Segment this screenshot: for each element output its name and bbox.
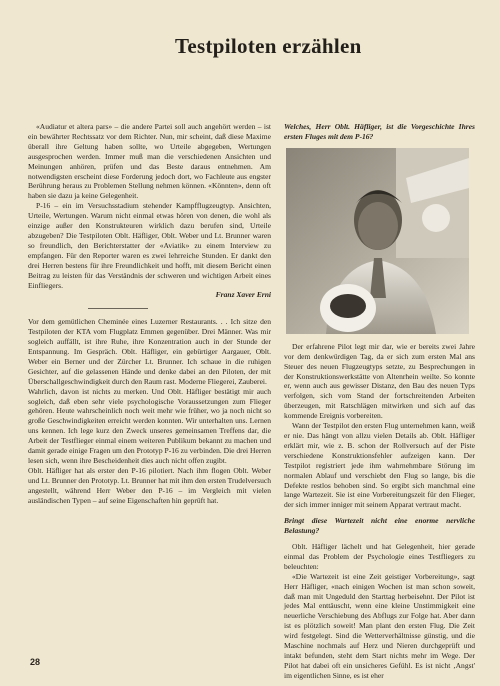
answer-1b: Wann der Testpilot den ersten Flug unternehmen kann, weiß er nie. Das hängt von allzu vielen Details ab. Oblt. Häfliger erklärt mir, wie z. B. schon der Rollversuch auf der Piste verschiedene Konstruktionsfehler aufzeigen kann. Der Testpilot registriert jede ihm wahrnehmbare Störung im normalen Ablauf und verschiebt den Flug so lange, bis die Defekte restlos behoben sind. So ergibt sich manchmal eine lange Wartezeit. Sie ist eine Vorbereitungszeit für den Flieger, der sich immer inniger mit seinem Apparat vertraut macht. bbox=[284, 421, 475, 510]
section-divider bbox=[88, 308, 148, 309]
page-number: 28 bbox=[30, 657, 41, 667]
left-column bbox=[28, 122, 271, 506]
body-paragraph-3: Oblt. Häfliger hat als erster den P-16 pilotiert. Nach ihm flogen Oblt. Weber und Lt. Brunner den Prototyp. Lt. Brunner hat mit ihm den ersten Trudelversuch angestellt, während Herr Weber den P-16 – im Vergleich mit vielen ausländischen Typen – auf seine Eigenschaften hin geprüft hat. bbox=[28, 465, 271, 505]
question-1: Welches, Herr Oblt. Häfliger, ist die Vorgeschichte Ihres ersten Fluges mit dem P-16? bbox=[284, 122, 475, 141]
pilot-photo-image bbox=[286, 148, 469, 334]
body-paragraph-2: Wahrlich, davon ist nichts zu merken. Und Oblt. Häfliger bestätigt mir auch sogleich, daß eben sehr viele psychologische Voraussetzungen zum Flieger gehören. Heute wahrscheinlich noch weit mehr wie früher, wo ja noch nicht so große Geschwindigkeiten erreicht werden konnten. Wir unterhalten uns. Lernen uns kennen. Ich lege kurz den Zweck unseres gemeinsamen Treffens dar, die Arbeit der Testflieger einmal einem weiteren Publikum bekannt zu machen und damit gerade einige Fragen um den Prototyp P-16 zu verbinden. Die drei Herren lesen sich, wenn ihre Bescheidenheit dies auch nicht offen zugibt. bbox=[28, 386, 271, 465]
pilot-photo bbox=[286, 148, 469, 334]
intro-paragraph: «Audiatur et altera pars» – die andere Partei soll auch angehört werden – ist ein bewährter Rechtssatz vor dem Richter. Nun, mir scheint, daß diese Maxime überall ihre Geltung haben sollte, wo Urteile abgegeben, Wertungen ausgesprochen werden. Immer muß man die verschiedenen Ansichten und Meinungen anhören, prüfen und das Beste daraus entnehmen. Am notwendigsten erscheint diese Forderung jedoch dort, wo Fachleute aus engster Berührung heraus zu Problemen Stellung nehmen können. «Könnten», denn oft haben sie dazu ja keine Gelegenheit. bbox=[28, 122, 271, 201]
author-signature: Franz Xaver Erni bbox=[215, 290, 271, 300]
body-paragraph-1: Vor dem gemütlichen Cheminée eines Luzerner Restaurants. . . Ich sitze den Testpiloten der KTA vom Flugplatz Emmen gegenüber. Drei Männer. Was mir sogleich auffällt, ist ihre Ruhe, ihre Konzentration auch in der Stunde der Entspannung. Im Gespräch. Oblt. Häfliger, ein gebürtiger Aargauer, Oblt. Weber ein Berner und der Zürcher Lt. Brunner. Ich schaue in die ruhigen Gesichter, auf die gelassenen Hände und denke dabei an den Piloten, der mit Überschallgeschwindigkeit durch den Raum rast. Moderne Fliegerei, Zauberei. bbox=[28, 317, 271, 386]
right-column bbox=[284, 122, 475, 681]
question-2: Bringt diese Wartezeit nicht eine enorme nervliche Belastung? bbox=[284, 516, 475, 536]
answer-2: Oblt. Häfliger lächelt und hat Gelegenheit, hier gerade einmal das Problem der Psychologie eines Testfliegers zu beleuchten: bbox=[284, 542, 475, 571]
answer-2b: «Die Wartezeit ist eine Zeit geistiger Vorbereitung», sagt Herr Häfliger, «nach einigen Wochen ist man schon soweit, daß man mit Ungeduld den Starttag herbeisehnt. Der Pilot ist jedes Mal enttäuscht, wenn eine kleine Unstimmigkeit eine neuerliche Verschiebung des Abflugs zur Folge hat. Aber dann ist es plötzlich soweit! Man plant den ersten Flug. Die Zeit wird festgelegt. Sind die Wetterverhältnisse günstig, und die Maschine nochmals auf Herz und Nieren durchgeprüft und intakt befunden, steht dem Start nichts mehr im Wege. Der Pilot hat dabei oft ein unsicheres Gefühl. Es ist nicht ‚Angst' im eigentlichen Sinne, es ist eher bbox=[284, 571, 475, 680]
answer-1: Der erfahrene Pilot legt mir dar, wie er bereits zwei Jahre vor dem denkwürdigen Tag, da er sich zum ersten Mal ans Steuer des neuen Flugzeugtyps setzte, zu Besprechungen in der Konstruktionswerkstätte von Altenrhein weilte. So konnte er, wenn auch aus gewisser Distanz, den Bau des neuen Typs verfolgen, sich vom Stand der fortschreitenden Arbeiten überzeugen, mit Ratschlägen mitwirken und sich auf das kommende Ereignis vorbereiten. bbox=[284, 341, 475, 421]
article-title: Testpiloten erzählen bbox=[175, 34, 362, 58]
intro-paragraph-2: P-16 – ein im Versuchsstadium stehender Kampfflugzeugtyp. Ansichten, Urteile, Wertungen. Warum nicht einmal etwas hören von denen, die wohl als einzige außer den Konstrukteuren wirklich dazu berufen sind, Urteile abzugeben? Die Testpiloten Oblt. Häfliger, Oblt. Weber und Lt. Brunner waren so freundlich, den Berichterstatter der «Aviatik» zu einem Interview zu empfangen. Für den Reporter waren es zwei lehrreiche Stunden. Er dankt den drei Herren bestens für ihre Freundlichkeit und hofft, mit diesem Bericht einen Beitrag zu leisten für das Verständnis der schweren und wichtigen Arbeit eines Einfliegers. bbox=[28, 201, 271, 290]
